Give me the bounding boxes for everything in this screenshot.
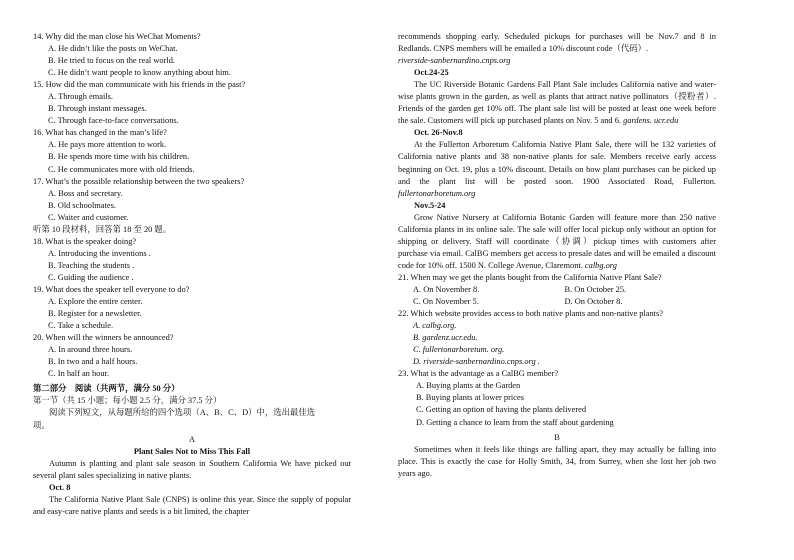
q23-stem: 23. What is the advantage as a CalBG member? (398, 369, 559, 379)
q23-option-b: B. Buying plants at lower prices (416, 393, 524, 403)
q16-option-a: A. He pays more attention to work. (48, 140, 167, 150)
nov-5-paragraph (398, 212, 716, 272)
q22-stem: 22. Which website provides access to both native plants and non-native plants? (398, 309, 663, 319)
q16-option-c: C. He communicates more with old friends. (48, 164, 195, 174)
q19-stem: 19. What does the speaker tell everyone to do? (33, 284, 190, 294)
right-column (398, 31, 716, 480)
date-oct-8: Oct. 8 (49, 482, 71, 492)
passage-a-intro: Autumn is planting and plant sale season in Southern California We have picked out several plant sales specializing in native plants. (33, 458, 351, 480)
q15-option-a: A. Through emails. (48, 92, 113, 102)
q22-option-c: C. fullertonarboretum. org. (413, 345, 505, 355)
section-one-heading: 第一节（共 15 小题；每小题 2.5 分，满分 37.5 分） (33, 396, 222, 406)
date-oct-26-nov-8: Oct. 26-Nov.8 (414, 128, 463, 138)
q19-option-a: A. Explore the entire center. (48, 297, 143, 307)
passage-b-letter: B (554, 432, 560, 442)
q14-stem: 14. Why did the man close his WeChat Moments? (33, 32, 201, 41)
q17-option-a: A. Boss and secretary. (48, 188, 123, 198)
oct-26-paragraph (398, 139, 716, 199)
q14-option-b: B. He tried to focus on the real world. (48, 56, 175, 66)
q21-option-d: D. On October 8. (564, 297, 623, 307)
q21-stem: 21. When may we get the plants bought from the California Native Plant Sale? (398, 272, 662, 282)
q18-stem: 18. What is the speaker doing? (33, 236, 137, 246)
passage-b-intro: Sometimes when it feels like things are falling apart, they may actually be falling into place. This is exactly the case for Holly Smith, 34, from Surrey, when she lost her job two years ago. (398, 444, 716, 478)
oct-26-text: At the Fullerton Arboretum California Native Plant Sale, there will be 132 varieties of California native plants and 38 non-native plants for sale. Members receive early access beginning on Oct. 19, plus a 10% discount. Details on how plant purchases can be picked up and the plant list will be posted soon. 1900 Associated Road, Fullerton. (398, 140, 716, 186)
q21-options-row2 (398, 296, 716, 308)
q21-options-row1 (398, 284, 716, 296)
oct-24-text: The UC Riverside Botanic Gardens Fall Plant Sale includes California native and water-wise plants grown in the garden, as well as plants that attract native pollinators（授粉者）. Friends of the garden get 10% off. The plant sale list will be posted at least one week before the sale. Customers will pick up purchased plants on Nov. 5 and 6. (398, 80, 716, 126)
q19-option-c: C. Take a schedule. (48, 321, 114, 331)
q21-option-a: A. On November 8. (413, 284, 480, 294)
reading-instruction-cont: 项。 (33, 420, 50, 430)
q16-option-b: B. He spends more time with his children. (48, 152, 190, 162)
ucr-url: gardens. ucr.edu (623, 116, 679, 126)
q22-option-d: D. riverside-sanbernardino.cnps.org . (413, 357, 540, 367)
listening-section-10-instruction: 听第 10 段材料，回答第 18 至 20 题。 (33, 224, 172, 234)
q17-option-c: C. Waiter and customer. (48, 212, 129, 222)
q15-option-b: B. Through instant messages. (48, 104, 147, 114)
q15-stem: 15. How did the man communicate with his friends in the past? (33, 80, 246, 90)
oct-8-continuation: recommends shopping early. Scheduled pickups for purchases will be Nov.7 and 8 in Redlands. CNPS members will be emailed a 10% discount code（代码）. (398, 32, 716, 54)
calbg-url: calbg.org (584, 260, 617, 270)
q15-option-c: C. Through face-to-face conversations. (48, 116, 179, 126)
q16-stem: 16. What has changed in the man’s life? (33, 128, 167, 138)
nov-5-text: Grow Native Nursery at California Botanic Garden will feature more than 250 native California plants in its online sale. The sale will offer local pickup only without an option for shipping or delivery. Staff will coordinate（协调）pickup times with customers after purchase via email. CalBG members get access to presale dates and will be emailed a discount code for 10% off. 1500 N. College Avenue, Claremont. (398, 212, 716, 270)
q20-option-c: C. In half an hour. (48, 369, 109, 379)
q23-option-a: A. Buying plants at the Garden (416, 381, 521, 391)
fullerton-url: fullertonarboretum.org (398, 188, 476, 198)
q23-option-c: C. Getting an option of having the plants delivered (416, 405, 587, 415)
q18-option-a: A. Introducing the inventions . (48, 248, 151, 258)
q21-option-c: C. On November 5. (413, 297, 479, 307)
part-two-heading: 第二部分 阅读（共两节，满分 50 分） (33, 384, 180, 394)
oct-8-paragraph: The California Native Plant Sale (CNPS) is online this year. Since the supply of popular and easy-care native plants and seeds is a bit limited, the chapter (33, 494, 351, 516)
q17-option-b: B. Old schoolmates. (48, 200, 116, 210)
q14-option-a: A. He didn’t like the posts on WeChat. (48, 44, 178, 54)
reading-instruction: 阅读下列短文，从每题所给的四个选项（A、B、C、D）中，选出最佳选 (49, 408, 316, 418)
q18-option-c: C. Guiding the audience . (48, 272, 134, 282)
oct-24-paragraph (398, 79, 716, 127)
q22-option-a: A. calbg.org. (413, 321, 457, 331)
passage-a-title: Plant Sales Not to Miss This Fall (133, 446, 251, 456)
q20-option-b: B. In two and a half hours. (48, 357, 138, 367)
passage-a-letter: A (188, 434, 196, 444)
q21-option-b: B. On October 25. (564, 284, 627, 294)
q20-option-a: A. In around three hours. (48, 345, 133, 355)
cnps-url: riverside-sanbernardino.cnps.org (398, 56, 511, 66)
left-column (33, 31, 351, 518)
q22-option-b: B. gardenz.ucr.edu. (413, 333, 478, 343)
q17-stem: 17. What’s the possible relationship between the two speakers? (33, 176, 245, 186)
q19-option-b: B. Register for a newsletter. (48, 309, 142, 319)
q23-option-d: D. Getting a chance to learn from the staff about gardening (416, 417, 614, 427)
q14-option-c: C. He didn’t want people to know anything about him. (48, 68, 231, 78)
q20-stem: 20. When will the winners be announced? (33, 333, 174, 343)
q18-option-b: B. Teaching the students . (48, 260, 135, 270)
date-nov-5-24: Nov.5-24 (414, 200, 446, 210)
date-oct-24-25: Oct.24-25 (414, 68, 449, 78)
